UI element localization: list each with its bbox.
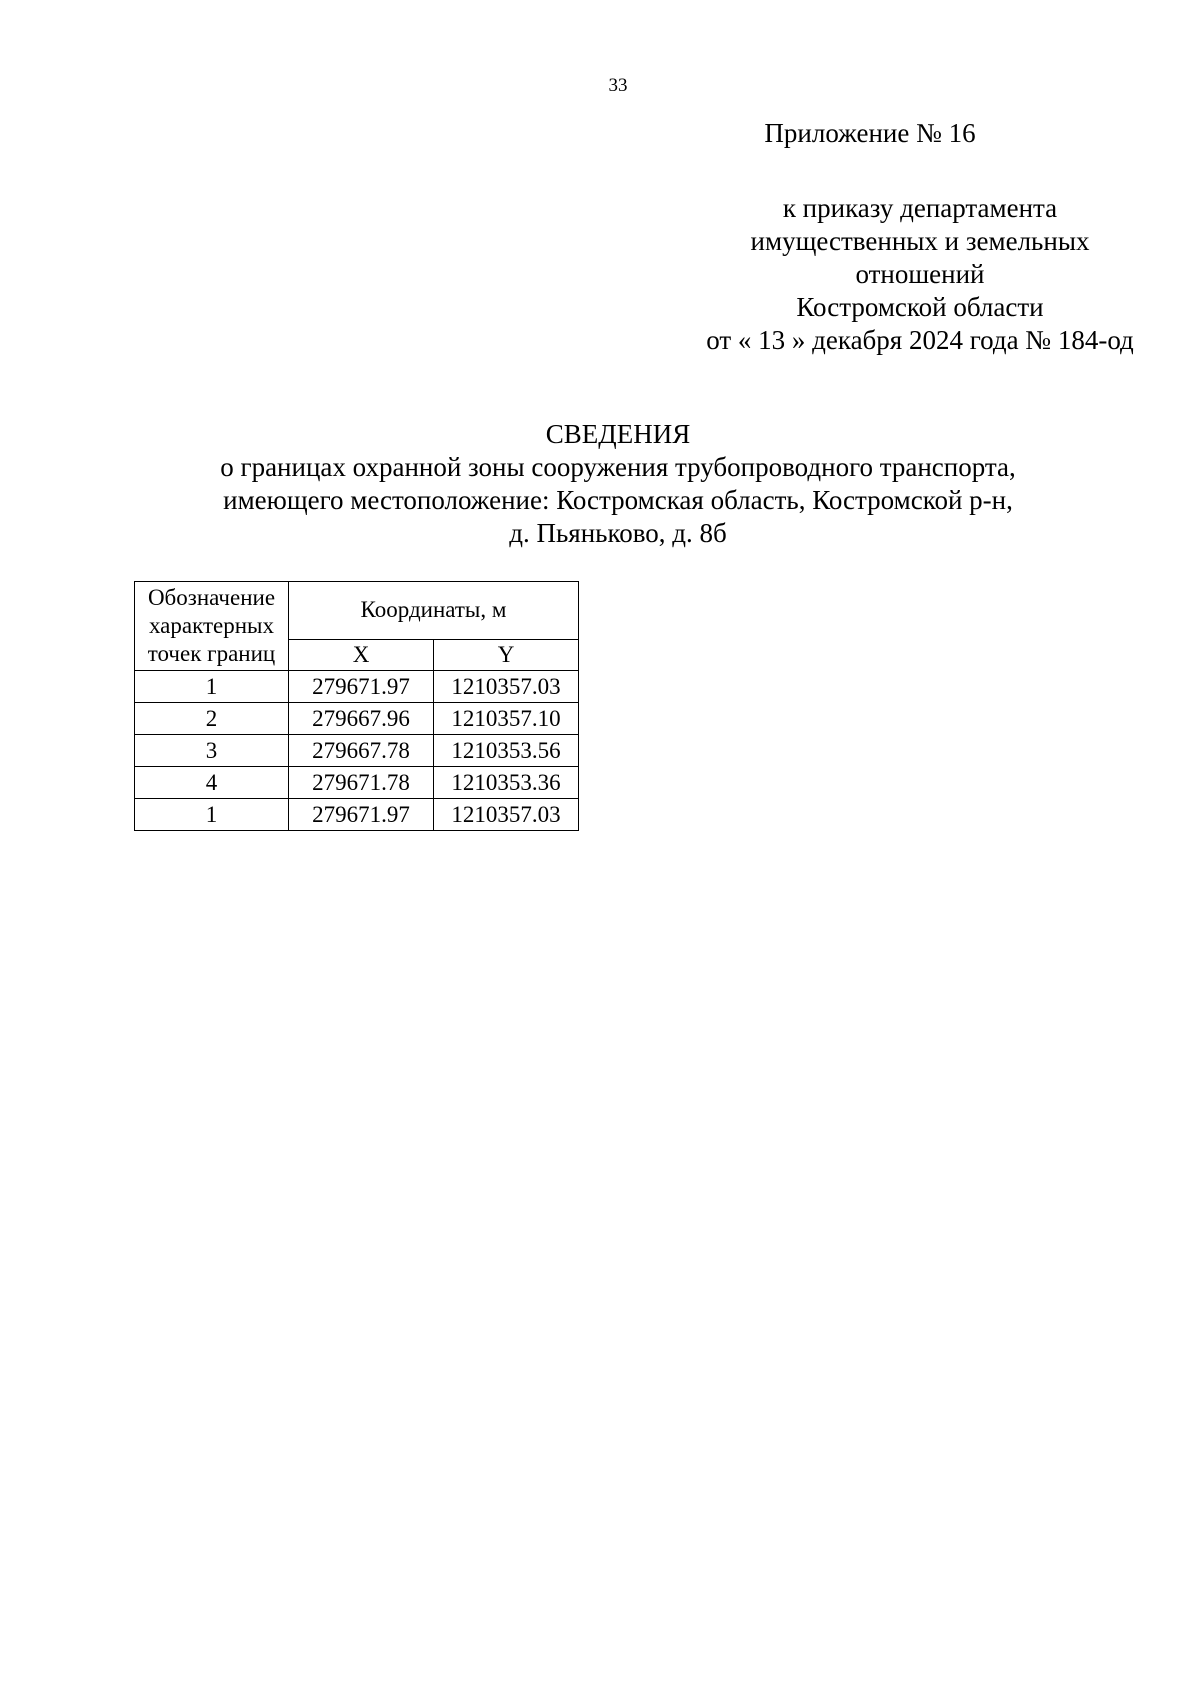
table-row	[135, 671, 579, 703]
order-reference	[550, 192, 1200, 357]
coordinates-table	[134, 581, 579, 831]
cell-x: 279667.78	[289, 735, 434, 767]
cell-point: 1	[135, 799, 289, 831]
order-date-line: от « 13 » декабря 2024 года № 184-од	[706, 325, 1134, 355]
cell-point: 4	[135, 767, 289, 799]
document-heading	[0, 418, 1200, 550]
cell-x: 279671.78	[289, 767, 434, 799]
cell-x: 279671.97	[289, 671, 434, 703]
cell-point: 3	[135, 735, 289, 767]
appendix-title: Приложение № 16	[764, 118, 976, 148]
table-row	[135, 767, 579, 799]
header-point-line: Обозначение	[147, 585, 276, 610]
cell-y: 1210357.03	[434, 671, 579, 703]
header-point-designation	[135, 582, 289, 671]
cell-x: 279671.97	[289, 799, 434, 831]
table-row	[135, 799, 579, 831]
heading-line: о границах охранной зоны сооружения трубопроводного транспорта,	[220, 452, 1016, 482]
heading-title: СВЕДЕНИЯ	[545, 419, 691, 449]
cell-y: 1210353.56	[434, 735, 579, 767]
table-row	[135, 703, 579, 735]
cell-point: 1	[135, 671, 289, 703]
header-point-line: характерных	[148, 613, 274, 638]
order-line: Костромской области	[796, 292, 1044, 322]
heading-line: д. Пьяньково, д. 8б	[509, 518, 727, 548]
page-number: 33	[608, 75, 628, 96]
cell-x: 279667.96	[289, 703, 434, 735]
order-line: отношений	[855, 259, 985, 289]
order-line: имущественных и земельных	[750, 226, 1090, 256]
header-point-line: точек границ	[147, 641, 276, 666]
header-x: X	[289, 639, 434, 670]
table-row	[135, 735, 579, 767]
order-line: к приказу департамента	[782, 193, 1058, 223]
header-coordinates: Координаты, м	[289, 582, 579, 640]
cell-y: 1210357.03	[434, 799, 579, 831]
cell-y: 1210357.10	[434, 703, 579, 735]
cell-point: 2	[135, 703, 289, 735]
cell-y: 1210353.36	[434, 767, 579, 799]
header-y: Y	[434, 639, 579, 670]
heading-line: имеющего местоположение: Костромская область, Костромской р-н,	[223, 485, 1013, 515]
